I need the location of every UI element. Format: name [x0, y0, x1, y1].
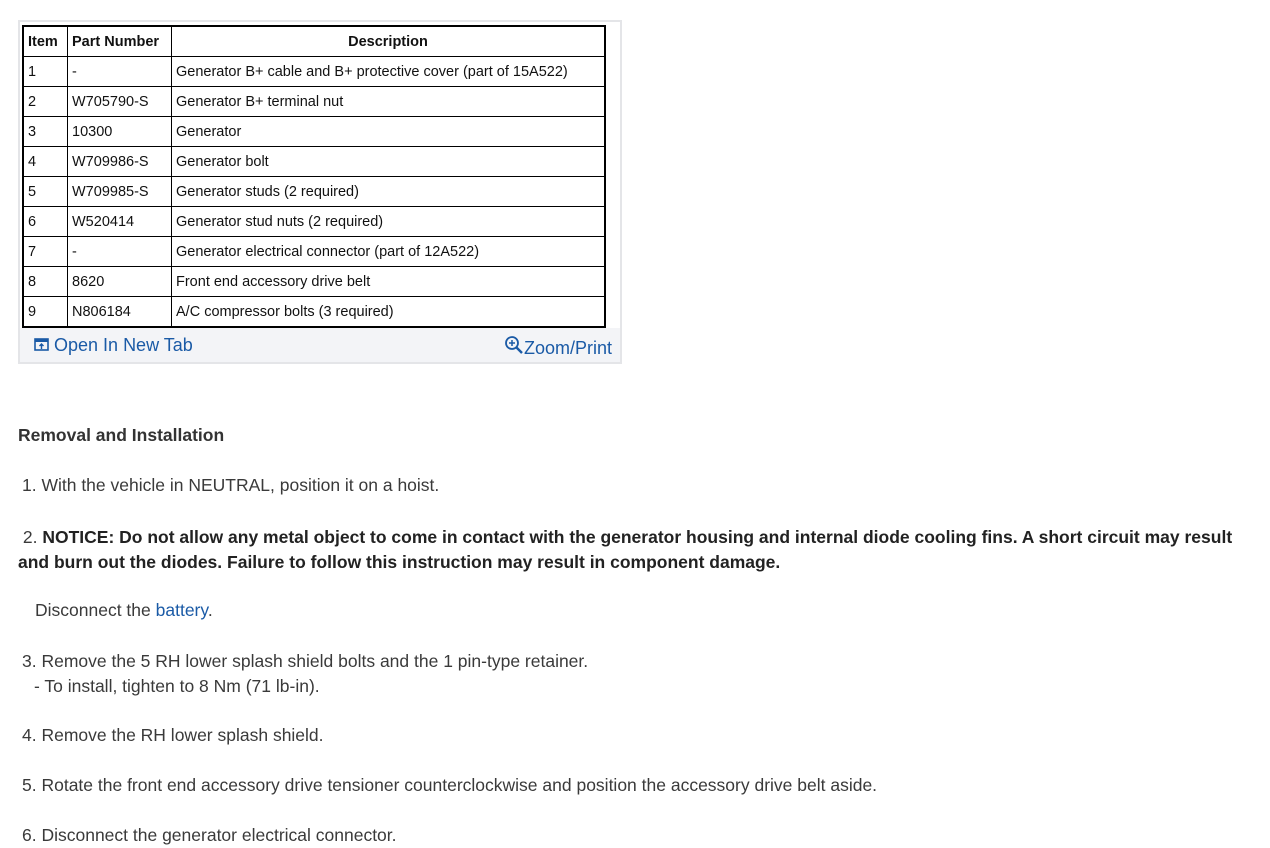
- step-6: 6. Disconnect the generator electrical connector.: [22, 825, 397, 845]
- figure-footer: [20, 328, 620, 362]
- cell-description: Generator studs (2 required): [172, 177, 606, 207]
- cell-description: Generator stud nuts (2 required): [172, 207, 606, 237]
- header-item: Item: [23, 26, 68, 57]
- battery-link[interactable]: battery: [155, 600, 208, 620]
- step-2-action-text: Disconnect the: [35, 600, 156, 620]
- cell-item: 7: [23, 237, 68, 267]
- zoom-print-link[interactable]: [504, 335, 612, 359]
- header-part-number: Part Number: [68, 26, 172, 57]
- cell-item: 9: [23, 297, 68, 328]
- cell-part-number: W709986-S: [68, 147, 172, 177]
- notice-text: NOTICE: Do not allow any metal object to come in contact with the generator housing and internal diode cooling fins. A short circuit may result and burn out the diodes. Failure to follow this instruction may result in component damage.: [18, 527, 1233, 572]
- parts-table: [22, 25, 606, 328]
- step-4: 4. Remove the RH lower splash shield.: [22, 725, 324, 745]
- section-title: Removal and Installation: [18, 425, 225, 445]
- cell-item: 8: [23, 267, 68, 297]
- step-5: 5. Rotate the front end accessory drive tensioner counterclockwise and position the accessory drive belt aside.: [22, 775, 878, 795]
- open-in-new-tab-label: Open In New Tab: [54, 335, 193, 355]
- table-row: [23, 57, 605, 87]
- open-in-new-tab-link[interactable]: [34, 335, 193, 356]
- table-row: [23, 177, 605, 207]
- step-2-period: .: [207, 600, 213, 620]
- cell-part-number: W705790-S: [68, 87, 172, 117]
- cell-description: A/C compressor bolts (3 required): [172, 297, 606, 328]
- step-2: [18, 525, 1258, 575]
- table-row: [23, 117, 605, 147]
- cell-description: Front end accessory drive belt: [172, 267, 606, 297]
- open-new-tab-icon: [34, 335, 49, 355]
- cell-item: 5: [23, 177, 68, 207]
- step-2-number: 2.: [22, 527, 43, 547]
- cell-item: 4: [23, 147, 68, 177]
- cell-part-number: W709985-S: [68, 177, 172, 207]
- cell-item: 1: [23, 57, 68, 87]
- table-header-row: [23, 26, 605, 57]
- step-3: 3. Remove the 5 RH lower splash shield bolts and the 1 pin-type retainer.: [22, 651, 589, 671]
- table-row: [23, 207, 605, 237]
- cell-item: 6: [23, 207, 68, 237]
- cell-item: 2: [23, 87, 68, 117]
- table-row: [23, 147, 605, 177]
- table-row: [23, 237, 605, 267]
- parts-figure: [18, 20, 622, 364]
- cell-description: Generator bolt: [172, 147, 606, 177]
- cell-part-number: -: [68, 237, 172, 267]
- step-3-install-note: - To install, tighten to 8 Nm (71 lb-in).: [34, 676, 320, 696]
- step-1: 1. With the vehicle in NEUTRAL, position it on a hoist.: [22, 475, 440, 495]
- cell-description: Generator: [172, 117, 606, 147]
- cell-part-number: -: [68, 57, 172, 87]
- cell-description: Generator B+ cable and B+ protective cover (part of 15A522): [172, 57, 606, 87]
- cell-description: Generator B+ terminal nut: [172, 87, 606, 117]
- table-row: [23, 267, 605, 297]
- zoom-print-label: Zoom/Print: [523, 338, 612, 358]
- table-row: [23, 297, 605, 328]
- cell-part-number: N806184: [68, 297, 172, 328]
- step-2-action: [35, 600, 213, 621]
- cell-item: 3: [23, 117, 68, 147]
- cell-part-number: 10300: [68, 117, 172, 147]
- cell-part-number: W520414: [68, 207, 172, 237]
- header-description: Description: [172, 26, 606, 57]
- cell-description: Generator electrical connector (part of 12A522): [172, 237, 606, 267]
- zoom-in-icon: [504, 338, 524, 358]
- table-row: [23, 87, 605, 117]
- cell-part-number: 8620: [68, 267, 172, 297]
